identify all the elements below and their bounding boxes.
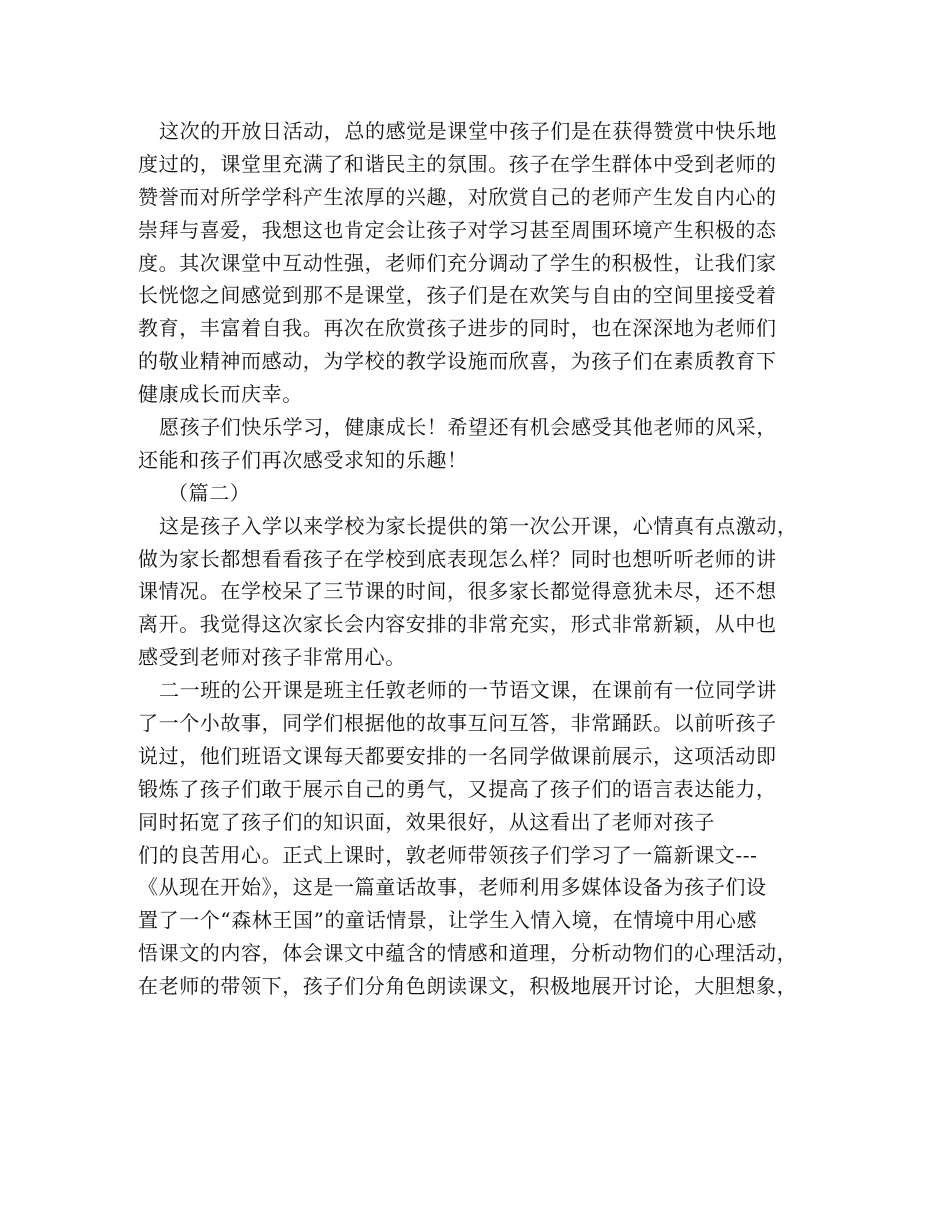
paragraph-line: 说过，他们班语文课每天都要安排的一名同学做课前展示，这项活动即 (138, 743, 777, 768)
paragraph-line: 在老师的带领下，孩子们分角色朗读课文，积极地展开讨论，大胆想象， (138, 974, 798, 999)
paragraph-line: 《从现在开始》，这是一篇童话故事，老师利用多媒体设备为孩子们设 (138, 875, 767, 900)
paragraph-line: 还能和孩子们再次感受求知的乐趣！ (138, 447, 468, 472)
paragraph-line: 的敬业精神而感动，为学校的教学设施而欣喜，为孩子们在素质教育下 (138, 349, 777, 374)
paragraph-line: 同时拓宽了孩子们的知识面，效果很好，从这看出了老师对孩子 (138, 809, 715, 834)
paragraph-line: 这次的开放日活动，总的感觉是课堂中孩子们是在获得赞赏中快乐地 (159, 119, 777, 143)
document-body (138, 115, 828, 1003)
paragraph-line: 二一班的公开课是班主任敦老师的一节语文课，在课前有一位同学讲 (159, 678, 777, 703)
paragraph-line: 了一个小故事，同学们根据他的故事互问互答，非常踊跃。以前听孩子 (138, 711, 777, 736)
paragraph-line: 长恍惚之间感觉到那不是课堂，孩子们是在欢笑与自由的空间里接受着 (138, 283, 777, 308)
paragraph-line: 离开。我觉得这次家长会内容安排的非常充实，形式非常新颖，从中也 (138, 612, 777, 637)
paragraph-line: 愿孩子们快乐学习，健康成长！希望还有机会感受其他老师的风采， (159, 415, 777, 440)
paragraph-line: 健康成长而庆幸。 (138, 382, 303, 407)
paragraph-line: 课情况。在学校呆了三节课的时间，很多家长都觉得意犹未尽，还不想 (138, 579, 777, 604)
paragraph-line: 度。其次课堂中互动性强，老师们充分调动了学生的积极性，让我们家 (138, 250, 777, 275)
section-heading: （篇二） (168, 480, 251, 505)
paragraph-line: 感受到老师对孩子非常用心。 (138, 645, 406, 670)
paragraph-line: 这是孩子入学以来学校为家长提供的第一次公开课，心情真有点激动， (159, 513, 798, 538)
paragraph-line: 教育，丰富着自我。再次在欣赏孩子进步的同时，也在深深地为老师们 (138, 316, 777, 341)
paragraph-line: 度过的，课堂里充满了和谐民主的氛围。孩子在学生群体中受到老师的 (138, 151, 777, 176)
paragraph-line: 们的良苦用心。正式上课时，敦老师带领孩子们学习了一篇新课文--- (138, 842, 758, 867)
paragraph-line: 锻炼了孩子们敢于展示自己的勇气，又提高了孩子们的语言表达能力， (138, 776, 777, 801)
paragraph-line: 悟课文的内容，体会课文中蕴含的情感和道理，分析动物们的心理活动， (138, 941, 798, 966)
paragraph-line: 崇拜与喜爱，我想这也肯定会让孩子对学习甚至周围环境产生积极的态 (138, 217, 777, 242)
paragraph-line: 做为家长都想看看孩子在学校到底表现怎么样？同时也想听听老师的讲 (138, 546, 777, 571)
paragraph-line: 置了一个“森林王国”的童话情景，让学生入情入境，在情境中用心感 (138, 908, 758, 933)
paragraph-line: 赞誉而对所学学科产生浓厚的兴趣，对欣赏自己的老师产生发自内心的 (138, 184, 777, 209)
